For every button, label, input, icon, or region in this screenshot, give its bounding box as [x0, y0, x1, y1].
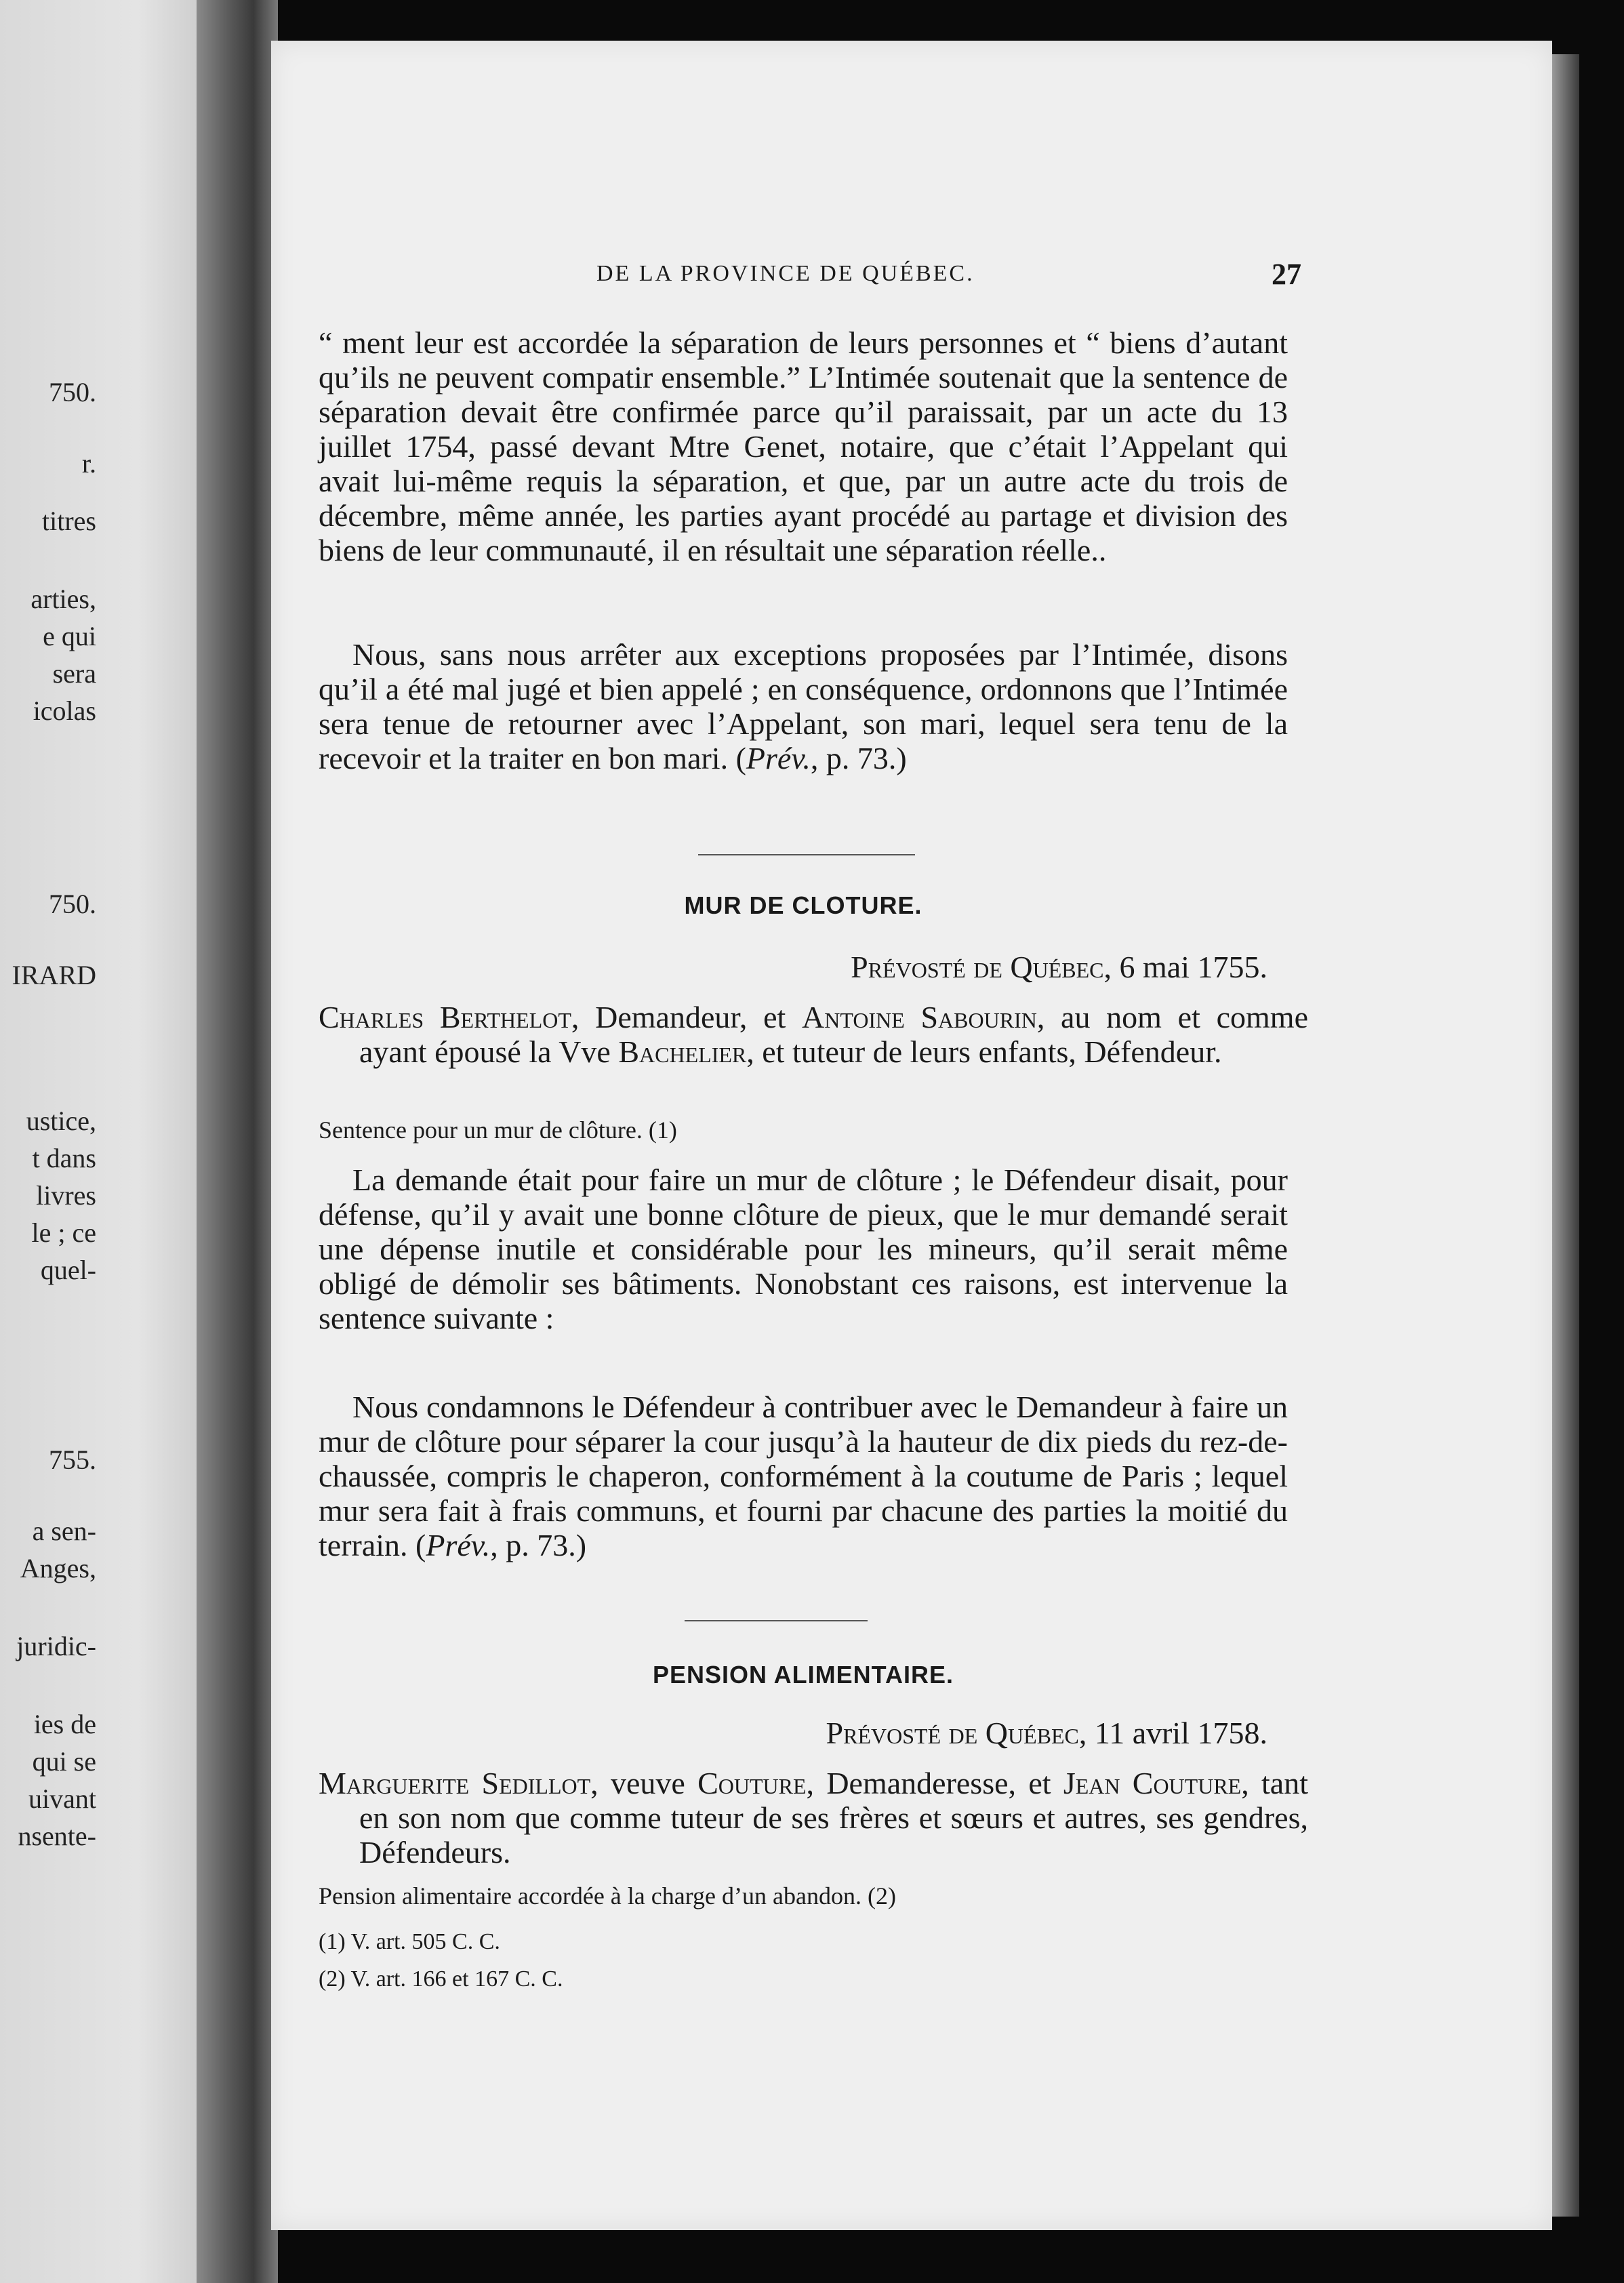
footnote-2: (2) V. art. 166 et 167 C. C. [319, 1966, 563, 1992]
section2-court-date: Prévosté de Québec, 6 mai 1755. [851, 950, 1267, 984]
left-page-fragment: sera [52, 658, 96, 689]
section3-summary: Pension alimentaire accordée à la charge d’un abandon. (2) [319, 1882, 896, 1910]
section2-paragraph2: Nous condamnons le Défendeur à contribuer avec le Demandeur à faire un mur de clôture pour séparer la cour jusqu’à la hauteur de dix pieds du rez-de-chaussée, compris le chaperon, conformément à la coutume de Paris ; lequel mur sera fait à frais communs, et fourni par chacune des parties la moitié du terrain. (Prév., p. 73.) [319, 1390, 1288, 1562]
left-page-fragment: r. [81, 448, 96, 479]
section-divider [685, 1620, 868, 1621]
left-page-fragment: 750. [49, 377, 96, 407]
left-page-fragment: titres [42, 506, 96, 536]
section2-summary: Sentence pour un mur de clôture. (1) [319, 1116, 677, 1144]
left-page-fragment: quel- [40, 1255, 96, 1285]
footnote-1: (1) V. art. 505 C. C. [319, 1929, 500, 1954]
left-page-fragment: qui se [32, 1746, 96, 1777]
left-page-fragment: le ; ce [31, 1217, 96, 1248]
section1-paragraph1: “ ment leur est accordée la séparation de leurs personnes et “ biens d’autant qu’ils ne peuvent compatir ensemble.” L’Intimée soutenait que la sentence de séparation devait être confirmée parce qu’il paraissait, par un acte du 13 juillet 1754, passé devant Mtre Genet, notaire, que c’était l’Appelant qui avait lui-même requis la séparation, et que, par un autre acte du trois de décembre, même année, les parties ayant procédé au partage et division des biens de leur communauté, il en résultait une séparation réelle.. [319, 325, 1288, 567]
left-page-fragment: ies de [33, 1709, 96, 1739]
left-page-fragment: livres [36, 1180, 96, 1211]
book-gutter [197, 0, 278, 2283]
left-page-fragment: uivant [28, 1783, 96, 1814]
section3-heading: PENSION ALIMENTAIRE. [652, 1661, 954, 1689]
left-page-fragment: 755. [49, 1444, 96, 1475]
left-page-fragment: arties, [31, 584, 96, 614]
page-edge [1552, 54, 1579, 2217]
section2-paragraph1: La demande était pour faire un mur de clôture ; le Défendeur disait, pour défense, qu’il y avait une bonne clôture de pieux, que le mur demandé serait une dépense inutile et considérable pour les mineurs, qu’il serait même obligé de démolir ses bâtiments. Nonobstant ces raisons, est intervenue la sentence suivante : [319, 1163, 1288, 1335]
section2-parties: Charles Berthelot, Demandeur, et Antoine Sabourin, au nom et comme ayant épousé la Vve Bachelier, et tuteur de leurs enfants, Défendeur. [319, 1000, 1308, 1069]
running-head [596, 258, 1301, 291]
left-page-fragment: Anges, [20, 1553, 96, 1583]
section3-parties: Marguerite Sedillot, veuve Couture, Demanderesse, et Jean Couture, tant en son nom que comme tuteur de ses frères et sœurs et autres, ses gendres, Défendeurs. [319, 1766, 1308, 1870]
left-page-fragment: IRARD [12, 960, 96, 990]
left-page-fragment: 750. [49, 889, 96, 919]
running-head-title: DE LA PROVINCE DE QUÉBEC. [596, 261, 975, 286]
left-facing-page [0, 0, 197, 2283]
left-page-fragment: juridic- [16, 1631, 96, 1661]
left-page-fragment: a sen- [32, 1516, 96, 1546]
page-number: 27 [1272, 258, 1301, 291]
left-page-fragment: icolas [33, 695, 96, 726]
left-page-fragment: ustice, [26, 1106, 96, 1136]
left-page-fragment: t dans [32, 1143, 96, 1173]
section3-court-date: Prévosté de Québec, 11 avril 1758. [826, 1716, 1267, 1750]
left-page-fragment: e qui [43, 621, 96, 651]
section2-heading: MUR DE CLOTURE. [684, 891, 922, 919]
section-divider [698, 854, 915, 855]
section1-paragraph2: Nous, sans nous arrêter aux exceptions proposées par l’Intimée, disons qu’il a été mal jugé et bien appelé ; en conséquence, ordonnons que l’Intimée sera tenue de retourner avec l’Appelant, son mari, lequel sera tenu de la recevoir et la traiter en bon mari. (Prév., p. 73.) [319, 637, 1288, 775]
left-page-fragment: nsente- [18, 1821, 96, 1851]
